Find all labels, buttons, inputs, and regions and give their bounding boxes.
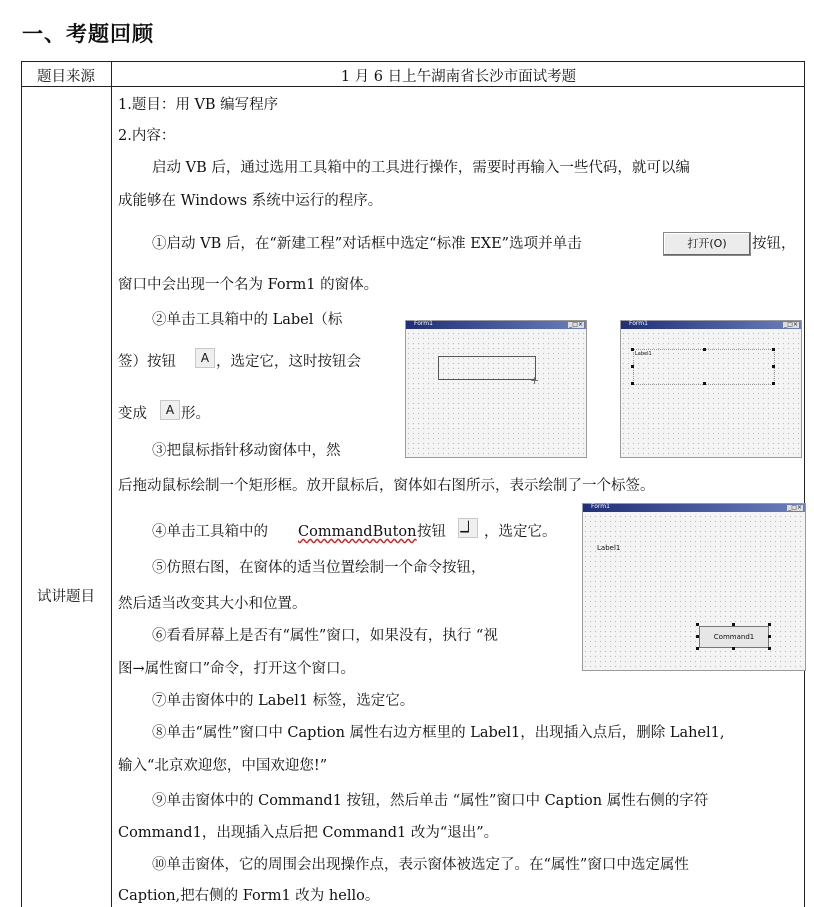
- source-label: 题目来源: [37, 69, 95, 85]
- selection-handle: [732, 647, 735, 650]
- section-heading: 一、考题回顾: [22, 22, 154, 46]
- form-title-bar: Form1 _□×: [583, 504, 805, 512]
- step1-text-b: 按钮，: [752, 236, 796, 252]
- table-right-border: [804, 61, 805, 907]
- table-left-border: [21, 61, 22, 907]
- selection-handle: [732, 623, 735, 626]
- line-content-label: 2.内容：: [118, 128, 176, 144]
- command-tool-icon: ▁▏: [458, 518, 478, 538]
- step2-text-d: 变成: [118, 406, 147, 422]
- selection-handle: [696, 647, 699, 650]
- command1-button: Command1: [699, 626, 769, 648]
- open-button-image: 打开(O): [663, 232, 751, 256]
- step6-text-a: ⑥看看屏幕上是否有“属性”窗口，如果没有，执行 “视: [152, 628, 498, 644]
- step9-text-a: ⑨单击窗体中的 Command1 按钮，然后单击 “属性”窗口中 Caption 属性右侧的字符: [152, 793, 709, 809]
- form-drawing-screenshot: [405, 320, 587, 458]
- step6-text-b: 图→属性窗口”命令，打开这个窗口。: [118, 661, 356, 677]
- step10-text-a: ⑩单击窗体，它的周围会出现操作点，表示窗体被选定了。在“属性”窗口中选定属性: [152, 857, 689, 873]
- step2-text-c: ，选定它，这时按钮会: [216, 354, 361, 370]
- selection-handle: [696, 623, 699, 626]
- label-tool-icon: A: [195, 348, 215, 368]
- form-title-bar: Form1 _□×: [621, 321, 801, 329]
- label1-caption: Label1: [635, 351, 652, 357]
- step10-text-b: Caption,把右侧的 Form1 改为 hello。: [118, 888, 380, 904]
- selection-handle: [768, 635, 771, 638]
- form-title-bar: Form1 _□×: [406, 321, 586, 329]
- step7-text: ⑦单击窗体中的 Label1 标签，选定它。: [152, 693, 415, 709]
- line-title: 1.题目：用 VB 编写程序: [118, 97, 279, 113]
- selection-handle: [631, 382, 634, 385]
- step1-text-a: ①启动 VB 后，在“新建工程”对话框中选定“标准 EXE”选项并单击: [152, 236, 582, 252]
- step5-text-a: ⑤仿照右图，在窗体的适当位置绘制一个命令按钮，: [152, 560, 486, 576]
- step2-text-a: ②单击工具箱中的 Label（标: [152, 312, 343, 328]
- line-intro-1: 启动 VB 后，通过选用工具箱中的工具进行操作，需要时再输入一些代码，就可以编: [152, 160, 690, 176]
- step4-text-a: ④单击工具箱中的: [152, 524, 268, 540]
- step1-text-c: 窗口中会出现一个名为 Form1 的窗体。: [118, 277, 379, 293]
- form-command-screenshot: [582, 503, 806, 671]
- selection-handle: [768, 623, 771, 626]
- selection-handle: [703, 348, 706, 351]
- label-control: [633, 349, 775, 385]
- drawn-rectangle: [438, 356, 536, 380]
- label-cursor-icon: A: [160, 400, 180, 420]
- step2-text-b: 签）按钮: [118, 354, 176, 370]
- step3-text-a: ③把鼠标指针移动窗体中，然: [152, 443, 341, 459]
- selection-handle: [631, 348, 634, 351]
- line-intro-2: 成能够在 Windows 系统中运行的程序。: [118, 193, 383, 209]
- table-top-border: [21, 61, 805, 62]
- table-column-divider: [111, 61, 112, 907]
- form-label-screenshot: [620, 320, 802, 458]
- selection-handle: [768, 647, 771, 650]
- selection-handle: [703, 382, 706, 385]
- selection-handle: [696, 635, 699, 638]
- selection-handle: [772, 382, 775, 385]
- step8-text-a: ⑧单击“属性”窗口中 Caption 属性右边方框里的 Label1，出现插入点后，删除 Lahel1,: [152, 725, 725, 741]
- step4-commandbutton: CommandButon: [298, 524, 417, 540]
- step3-text-b: 后拖动鼠标绘制一个矩形框。放开鼠标后，窗体如右图所示，表示绘制了一个标签。: [118, 478, 655, 494]
- step5-text-b: 然后适当改变其大小和位置。: [118, 596, 307, 612]
- step4-text-c: ，选定它。: [484, 524, 557, 540]
- step8-text-b: 输入“北京欢迎您，中国欢迎您!”: [118, 758, 328, 774]
- selection-handle: [772, 365, 775, 368]
- source-value: 1 月 6 日上午湖南省长沙市面试考题: [340, 69, 577, 85]
- selection-handle: [631, 365, 634, 368]
- label1-caption: Label1: [597, 544, 621, 552]
- crosshair-icon: +: [530, 374, 540, 387]
- step9-text-b: Command1，出现插入点后把 Command1 改为“退出”。: [118, 825, 499, 841]
- topic-label: 试讲题目: [37, 589, 95, 605]
- step2-text-e: 形。: [181, 406, 210, 422]
- table-row-divider: [21, 86, 805, 87]
- selection-handle: [772, 348, 775, 351]
- step4-text-b: 按钮: [417, 524, 446, 540]
